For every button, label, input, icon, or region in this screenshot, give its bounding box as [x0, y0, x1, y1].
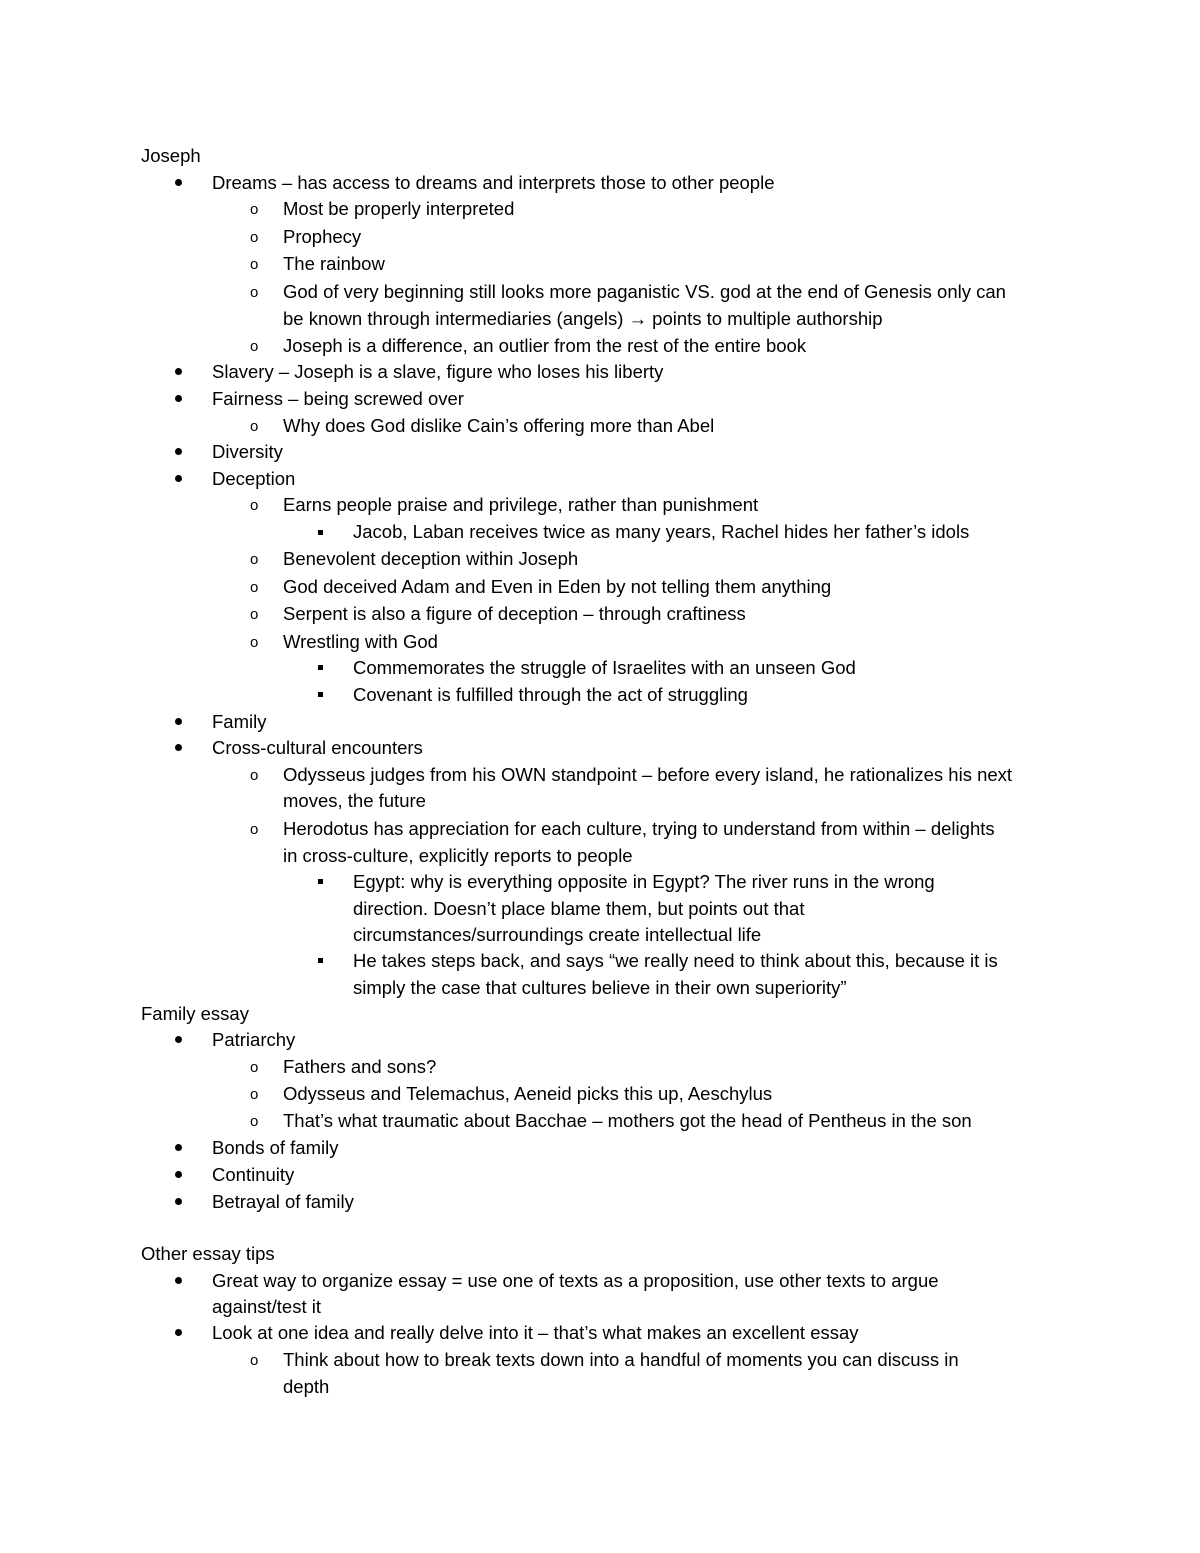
bullet-slavery — [175, 368, 182, 375]
sub-item: Most be properly interpreted — [283, 198, 515, 219]
sub-item: That’s what traumatic about Bacchae – mothers got the head of Pentheus in the son — [283, 1110, 972, 1131]
bullet-deception — [175, 475, 182, 482]
sub-item-cont: moves, the future — [283, 790, 426, 811]
sub-item: Benevolent deception within Joseph — [283, 548, 579, 569]
bullet-dreams — [175, 179, 182, 186]
item-fairness: Fairness – being screwed over — [212, 388, 464, 409]
square-bullet — [318, 879, 323, 884]
item-tip-1: Great way to organize essay = use one of texts as a proposition, use other texts to argue — [212, 1270, 939, 1291]
item-bonds: Bonds of family — [212, 1137, 339, 1158]
sub-item: Fathers and sons? — [283, 1056, 437, 1077]
sub-item: Herodotus has appreciation for each culture, trying to understand from within – delights — [283, 818, 995, 839]
circle-bullet: o — [250, 201, 259, 218]
sub-item: Serpent is also a figure of deception – through craftiness — [283, 603, 746, 624]
circle-bullet: o — [250, 1113, 259, 1130]
item-deception: Deception — [212, 468, 296, 489]
circle-bullet: o — [250, 1059, 259, 1076]
sub-item: Odysseus and Telemachus, Aeneid picks this up, Aeschylus — [283, 1083, 773, 1104]
heading-family-essay: Family essay — [141, 1003, 249, 1024]
sub-sub-item-cont: simply the case that cultures believe in their own superiority” — [353, 977, 847, 998]
sub-sub-item: Commemorates the struggle of Israelites with an unseen God — [353, 657, 856, 678]
sub-item: God of very beginning still looks more paganistic VS. god at the end of Genesis only can — [283, 281, 1006, 302]
sub-item: The rainbow — [283, 253, 385, 274]
circle-bullet: o — [250, 1086, 259, 1103]
item-diversity: Diversity — [212, 441, 283, 462]
sub-item: Joseph is a difference, an outlier from the rest of the entire book — [283, 335, 807, 356]
circle-bullet: o — [250, 229, 259, 246]
sub-item: Wrestling with God — [283, 631, 438, 652]
circle-bullet: o — [250, 634, 259, 651]
sub-item: Why does God dislike Cain’s offering more than Abel — [283, 415, 715, 436]
sub-sub-item-cont: circumstances/surroundings create intellectual life — [353, 924, 762, 945]
item-continuity: Continuity — [212, 1164, 295, 1185]
sub-item: Think about how to break texts down into a handful of moments you can discuss in — [283, 1349, 959, 1370]
sub-item: Earns people praise and privilege, rather than punishment — [283, 494, 759, 515]
item-slavery: Slavery – Joseph is a slave, figure who loses his liberty — [212, 361, 664, 382]
item-cross-cultural: Cross-cultural encounters — [212, 737, 423, 758]
circle-bullet: o — [250, 497, 259, 514]
bullet-diversity — [175, 448, 182, 455]
item-tip-2: Look at one idea and really delve into it – that’s what makes an excellent essay — [212, 1322, 859, 1343]
circle-bullet: o — [250, 606, 259, 623]
sub-sub-item: Egypt: why is everything opposite in Egypt? The river runs in the wrong — [353, 871, 935, 892]
sub-sub-item-cont: direction. Doesn’t place blame them, but points out that — [353, 898, 805, 919]
bullet-bonds — [175, 1144, 182, 1151]
sub-item-cont: be known through intermediaries (angels) → points to multiple authorship — [283, 308, 883, 329]
circle-bullet: o — [250, 579, 259, 596]
bullet-tip-1 — [175, 1277, 182, 1284]
item-tip-1-cont: against/test it — [212, 1296, 322, 1317]
item-dreams: Dreams – has access to dreams and interprets those to other people — [212, 172, 775, 193]
item-patriarchy: Patriarchy — [212, 1029, 296, 1050]
square-bullet — [318, 958, 323, 963]
heading-joseph: Joseph — [141, 145, 201, 166]
bullet-family — [175, 718, 182, 725]
item-betrayal: Betrayal of family — [212, 1191, 354, 1212]
item-family: Family — [212, 711, 267, 732]
sub-item: God deceived Adam and Even in Eden by not telling them anything — [283, 576, 832, 597]
sub-item-cont: depth — [283, 1376, 330, 1397]
circle-bullet: o — [250, 1352, 259, 1369]
sub-item: Odysseus judges from his OWN standpoint – before every island, he rationalizes his next — [283, 764, 1013, 785]
circle-bullet: o — [250, 338, 259, 355]
bullet-fairness — [175, 395, 182, 402]
heading-essay-tips: Other essay tips — [141, 1243, 275, 1264]
circle-bullet: o — [250, 767, 259, 784]
bullet-cross-cultural — [175, 744, 182, 751]
square-bullet — [318, 530, 323, 535]
sub-sub-item: Covenant is fulfilled through the act of struggling — [353, 684, 748, 705]
circle-bullet: o — [250, 551, 259, 568]
sub-sub-item: Jacob, Laban receives twice as many years, Rachel hides her father’s idols — [353, 521, 970, 542]
circle-bullet: o — [250, 418, 259, 435]
sub-item: Prophecy — [283, 226, 362, 247]
square-bullet — [318, 692, 323, 697]
circle-bullet: o — [250, 256, 259, 273]
sub-item-cont: in cross-culture, explicitly reports to people — [283, 845, 633, 866]
circle-bullet: o — [250, 284, 259, 301]
square-bullet — [318, 665, 323, 670]
bullet-betrayal — [175, 1198, 182, 1205]
bullet-patriarchy — [175, 1036, 182, 1043]
sub-sub-item: He takes steps back, and says “we really need to think about this, because it is — [353, 950, 998, 971]
circle-bullet: o — [250, 821, 259, 838]
bullet-tip-2 — [175, 1329, 182, 1336]
bullet-continuity — [175, 1171, 182, 1178]
